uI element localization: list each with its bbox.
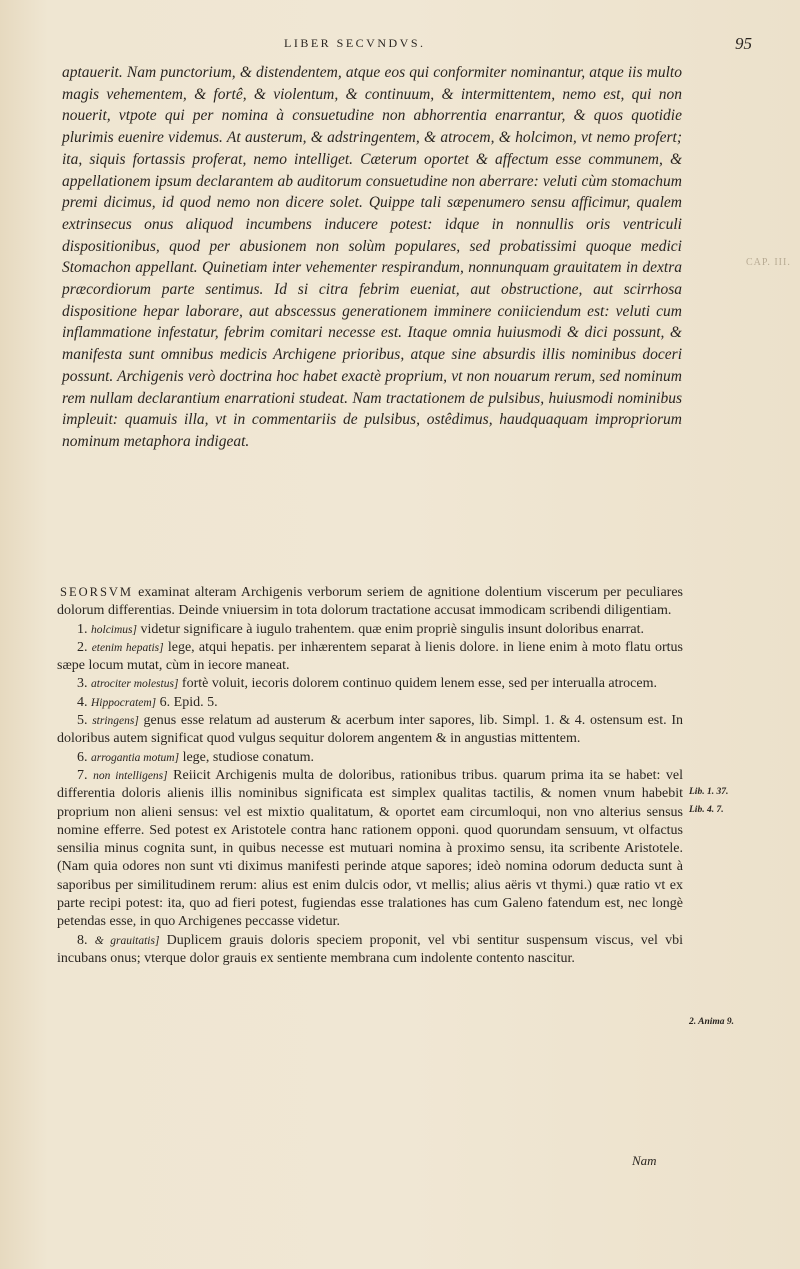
page-header (0, 36, 800, 58)
margin-note: Lib. 1. 37. (689, 787, 729, 797)
note-number: 4. (77, 694, 88, 710)
commentary-intro (57, 583, 683, 621)
main-text-block: aptauerit. Nam punctorium, & distendentem, atque eos qui conformiter nominantur, atque iis multo magis vehementem, & fortê, & violentum, & continuum, & intermittentem, nemo est, qui non nouerit, vtpote qui per nomina à consuetudine non abhorrentia enarrantur, & quos quotidie plurimis euenire videmus. At austerum, & adstringentem, & atrocem, & holcimon, vt nemo profert; ita, siquis fortassis proferat, nemo intelliget. Cæterum oportet & affectum esse communem, & appellationem ipsum declarantem ab auditorum consuetudine non aberrare: veluti cùm stomachum premi dicimus, id quod nemo non dicere solet. Quippe tali sæpenumero sensu afficimur, qualem extrinsecus onus aliquod incumbens inducere potest: idque in nonnullis oris ventriculi dispositionibus, quod per abusionem non solùm populares, sed probatissimi quoque medici Stomachon appellant. Quinetiam inter vehementer respirandum, nonnunquam grauitatem in dextra præcordiorum parte sentimus. Id si citra febrim eueniat, aut obstructione, aut scirrhosa dispositione hepar laborare, aut abscessus generationem imminere coniiciendum est: veluti cum inflammatione infestatur, febrim comitari necesse est. Itaque omnia huiusmodi & dici possunt, & manifesta sunt omnibus medicis Archigene prioribus, atque sine absurdis illis nominibus doceri possunt. Archigenis verò doctrina hoc habet exactè proprium, vt non nouarum rerum, sed nominum rem nullam declarantium enarrationi studeat. Nam tractationem de pulsibus, huiusmodi nominibus impleuit: quamuis illa, vt in commentariis de pulsibus, ostêdimus, haudquaquam impropriorum nominum metaphora indigeat. (62, 64, 682, 450)
chapter-mark: CAP. III. (746, 257, 791, 268)
note-lemma: holcimus] (91, 623, 137, 636)
note-lemma: & grauitatis] (94, 934, 160, 947)
commentary-note (57, 639, 683, 676)
note-text: Duplicem grauis doloris speciem proponit, vel vbi sentitur suspensum viscus, vel vbi incubans onus; vterque dolor grauis ex sentiente membrana cum indolente contento nascitur. (57, 932, 683, 966)
note-text: lege, atqui hepatis. per inhærentem separat à lienis dolore. in liene enim à moto flatu ortus sæpe locum mutat, cùm in iecore maneat. (57, 639, 683, 674)
note-text: fortè voluit, iecoris dolorem continuo quidem lenem esse, sed per interualla atrocem. (178, 676, 657, 692)
note-lemma: stringens] (92, 715, 139, 728)
commentary-note (57, 767, 683, 932)
margin-note: Lib. 4. 7. (689, 805, 724, 815)
commentary-note (57, 932, 683, 969)
catchword: Nam (632, 1153, 657, 1168)
note-number: 6. (77, 749, 88, 765)
commentary-note (57, 621, 683, 639)
note-number: 3. (77, 676, 88, 692)
note-text: Reiicit Archigenis multa de doloribus, rationibus tribus. quarum prima ita se habet: vel differentia doloris alienis illis nominibus significata est simplex qualitas tactilis, & nomen vnum habebit proprium non alieni sensus: vel est mixtio qualitatum, & oportet eam circumloqui, non vno alterius sensus nomine efferre. Sed potest ex Aristotele contra hanc rationem opponi. quod quorundam sensuum, vt olfactus sensilia minus cognita sunt, in quibus necesse est mutuari nomina à proximo sensu, ita scribente Aristotele. (Nam quia odores non sunt vti diximus manifesti perinde atque sapores; ideò nomina odorum deducta sunt à saporibus per similitudinem rerum: alius est enim dulcis odor, vt mellis; alius aëris vt thymi.) quæ ratio vt ex parte recipi potest: ita, quo ad fieri potest, fugiendas esse tralationes has cum Galeno fatendum est, nec longè petendas esse, in quo Archigenes peccasse videtur. (57, 767, 683, 930)
note-number: 5. (77, 713, 88, 729)
running-head: LIBER SECVNDVS. (284, 36, 426, 50)
commentary-note (57, 749, 683, 767)
note-number: 8. (77, 932, 88, 948)
commentary-block (57, 583, 683, 968)
note-number: 7. (77, 767, 88, 783)
note-number: 2. (77, 639, 88, 655)
note-lemma: arrogantia motum] (91, 751, 180, 764)
commentary-note (57, 694, 683, 712)
note-number: 1. (77, 621, 88, 637)
note-text: videtur significare à iugulo trahentem. quæ enim propriè singulis insunt doloribus enarrat. (137, 621, 645, 637)
note-lemma: non intelligens] (93, 769, 168, 782)
note-text: genus esse relatum ad austerum & acerbum inter sapores, lib. Simpl. 1. & 4. ostensum est. In doloribus autem significat quod vulgus sequitur dolorem angentem & in angustias mittentem. (57, 713, 683, 747)
note-lemma: Hippocratem] (91, 696, 157, 709)
note-text: lege, studiose conatum. (179, 749, 314, 765)
note-lemma: etenim hepatis] (91, 641, 164, 654)
intro-smallcaps: SEORSVM (60, 585, 134, 599)
page-number: 95 (735, 34, 752, 53)
note-lemma: atrociter molestus] (91, 678, 179, 691)
commentary-note (57, 675, 683, 693)
intro-text: examinat alteram Archigenis verborum seriem de agnitione dolentium viscerum per peculiares dolorum differentias. Deinde vniuersim in tota dolorum tractatione accusat immodicam scribendi diligentiam. (57, 585, 683, 619)
commentary-note (57, 712, 683, 749)
margin-note: 2. Anima 9. (689, 1017, 735, 1027)
note-text: 6. Epid. 5. (156, 694, 218, 710)
